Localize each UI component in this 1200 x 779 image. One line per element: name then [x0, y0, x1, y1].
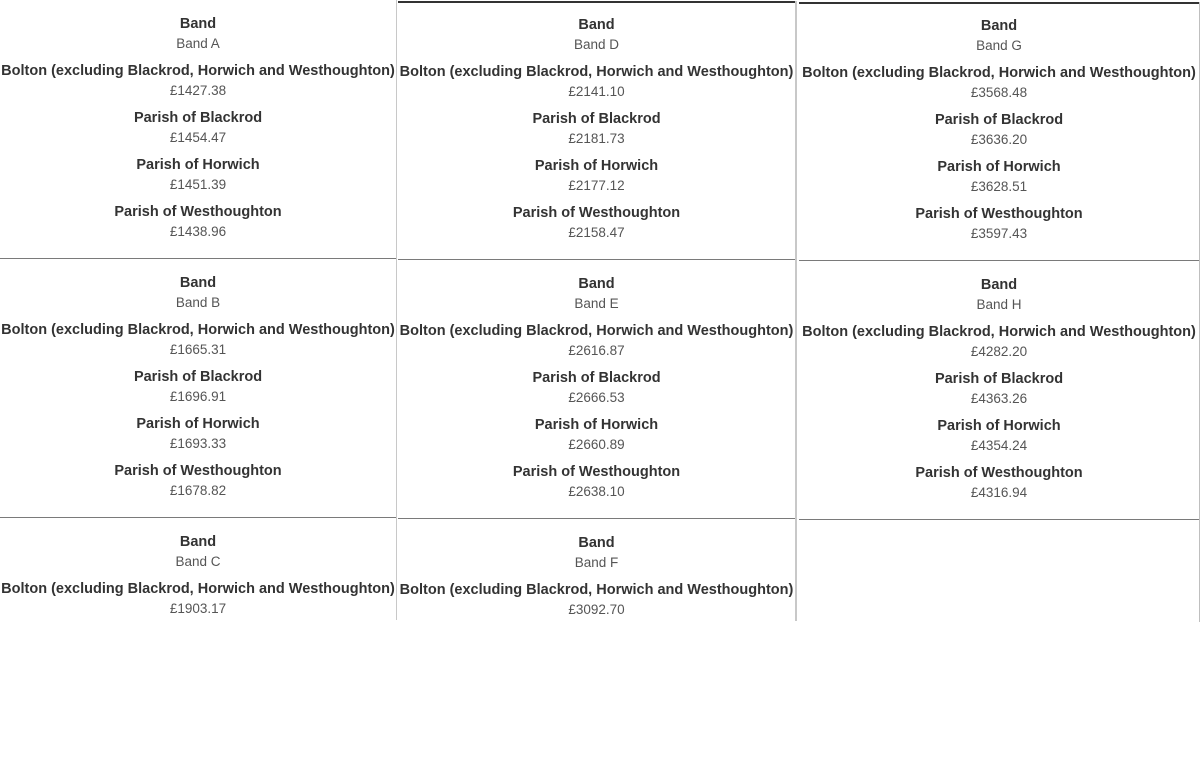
blackrod-label: Parish of Blackrod	[133, 110, 263, 126]
bolton-label: Bolton (excluding Blackrod, Horwich and Westhoughton)	[399, 582, 794, 598]
blackrod-value: £3636.20	[970, 132, 1028, 147]
bolton-label: Bolton (excluding Blackrod, Horwich and Westhoughton)	[802, 324, 1196, 340]
blackrod-label: Parish of Blackrod	[133, 369, 263, 385]
bolton-value: £3568.48	[970, 85, 1028, 100]
empty-cell	[799, 520, 1199, 779]
band-card-f	[398, 519, 795, 778]
blackrod-label: Parish of Blackrod	[934, 112, 1064, 128]
band-heading: Band	[179, 275, 217, 291]
westhoughton-value: £1678.82	[169, 483, 227, 498]
horwich-label: Parish of Horwich	[534, 417, 659, 433]
blackrod-label: Parish of Blackrod	[532, 111, 661, 127]
bolton-label: Bolton (excluding Blackrod, Horwich and Westhoughton)	[1, 63, 395, 79]
horwich-label: Parish of Horwich	[937, 418, 1061, 434]
horwich-label: Parish of Horwich	[136, 157, 260, 173]
band-name: Band G	[976, 38, 1022, 53]
column-3	[799, 2, 1200, 622]
horwich-value: £4354.24	[970, 438, 1028, 453]
band-heading: Band	[179, 534, 217, 550]
blackrod-value: £1696.91	[169, 389, 227, 404]
band-card-c	[0, 518, 396, 777]
column-2	[398, 1, 797, 621]
westhoughton-value: £4316.94	[970, 485, 1028, 500]
bolton-value: £2141.10	[568, 84, 625, 99]
westhoughton-value: £1438.96	[169, 224, 227, 239]
blackrod-value: £2181.73	[568, 131, 625, 146]
horwich-value: £1451.39	[169, 177, 227, 192]
bolton-value: £3092.70	[568, 602, 625, 617]
band-card-e	[398, 260, 795, 519]
blackrod-label: Parish of Blackrod	[934, 371, 1064, 387]
horwich-value: £1693.33	[169, 436, 227, 451]
westhoughton-value: £2638.10	[568, 484, 625, 499]
band-heading: Band	[578, 535, 615, 551]
band-name: Band B	[175, 295, 221, 310]
westhoughton-label: Parish of Westhoughton	[114, 204, 282, 220]
band-card-g	[799, 2, 1199, 261]
horwich-label: Parish of Horwich	[937, 159, 1061, 175]
westhoughton-label: Parish of Westhoughton	[512, 205, 681, 221]
band-name: Band F	[574, 555, 619, 570]
bolton-label: Bolton (excluding Blackrod, Horwich and Westhoughton)	[1, 581, 395, 597]
westhoughton-label: Parish of Westhoughton	[512, 464, 681, 480]
bolton-value: £1903.17	[169, 601, 227, 616]
horwich-value: £2177.12	[568, 178, 625, 193]
blackrod-label: Parish of Blackrod	[532, 370, 661, 386]
bolton-label: Bolton (excluding Blackrod, Horwich and Westhoughton)	[802, 65, 1196, 81]
band-card-h	[799, 261, 1199, 520]
westhoughton-value: £2158.47	[568, 225, 625, 240]
bolton-value: £1427.38	[169, 83, 227, 98]
blackrod-value: £4363.26	[970, 391, 1028, 406]
bolton-value: £2616.87	[568, 343, 625, 358]
band-name: Band D	[573, 37, 620, 52]
band-heading: Band	[980, 277, 1018, 293]
band-card-a	[0, 0, 396, 259]
column-1	[0, 0, 397, 620]
westhoughton-value: £3597.43	[970, 226, 1028, 241]
blackrod-value: £2666.53	[568, 390, 625, 405]
bolton-value: £4282.20	[970, 344, 1028, 359]
band-heading: Band	[578, 17, 615, 33]
bolton-label: Bolton (excluding Blackrod, Horwich and Westhoughton)	[1, 322, 395, 338]
westhoughton-label: Parish of Westhoughton	[915, 206, 1083, 222]
blackrod-value: £1454.47	[169, 130, 227, 145]
band-heading: Band	[179, 16, 217, 32]
band-name: Band E	[574, 296, 619, 311]
band-card-d	[398, 1, 795, 260]
band-name: Band A	[176, 36, 220, 51]
band-heading: Band	[980, 18, 1018, 34]
band-card-b	[0, 259, 396, 518]
westhoughton-label: Parish of Westhoughton	[114, 463, 282, 479]
horwich-label: Parish of Horwich	[136, 416, 260, 432]
bolton-value: £1665.31	[169, 342, 227, 357]
horwich-value: £3628.51	[970, 179, 1028, 194]
westhoughton-label: Parish of Westhoughton	[915, 465, 1083, 481]
bolton-label: Bolton (excluding Blackrod, Horwich and Westhoughton)	[399, 323, 794, 339]
band-name: Band C	[175, 554, 221, 569]
horwich-label: Parish of Horwich	[534, 158, 659, 174]
horwich-value: £2660.89	[568, 437, 625, 452]
band-heading: Band	[578, 276, 615, 292]
bolton-label: Bolton (excluding Blackrod, Horwich and Westhoughton)	[399, 64, 794, 80]
band-name: Band H	[976, 297, 1022, 312]
